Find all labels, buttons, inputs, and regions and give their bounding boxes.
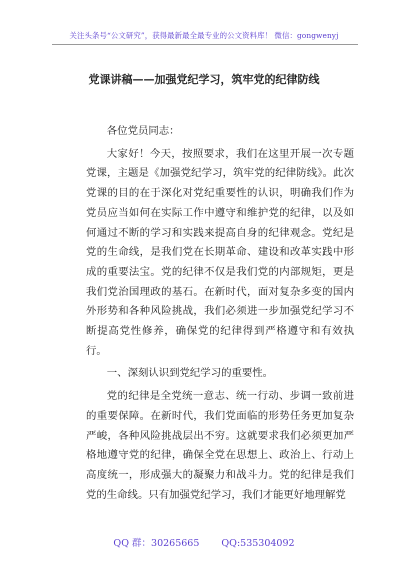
section-paragraph: 党的纪律是全党统一意志、统一行动、步调一致前进的重要保障。在新时代，我们党面临的形势任务更加复杂严峻，各种风险挑战层出不穷。这就要求我们必须更加严格地遵守党的纪律，确保全党在思想上、政治上、行动上高度统一，形成强大的凝聚力和战斗力。党的纪律是我们党的生命线。只有加强党纪学习，我们才能更好地理解党 — [86, 390, 354, 501]
salutation: 各位党员同志： — [106, 125, 180, 137]
header-divider — [52, 44, 358, 45]
footer-qq-group: QQ 群：30265665 — [113, 538, 200, 549]
document-body — [86, 122, 354, 505]
intro-paragraph: 大家好！今天，按照要求，我们在这里开展一次专题党课，主题是《加强党纪学习，筑牢党的纪律防线》。此次党课的目的在于深化对党纪重要性的认识，明确我们作为党员应当如何在实际工作中遵守和维护党的纪律，以及如何通过不断的学习和实践来提高自身的纪律观念。党纪是党的生命线，是我们党在长期革命、建设和改革实践中形成的重要法宝。党的纪律不仅是我们党的内部规矩，更是我们党治国理政的基石。在新时代，面对复杂多变的国内外形势和各种风险挑战，我们必须进一步加强党纪学习不断提高党性修养，确保党的纪律得到严格遵守和有效执行。 — [86, 147, 354, 357]
header-banner[interactable]: 关注头条号“公文研究”，获得最新最全最专业的公文资料库！ 微信：gongwenyj — [69, 31, 339, 40]
section-heading: 一、深刻认识到党纪学习的重要性。 — [106, 367, 274, 380]
footer-contact — [0, 535, 408, 549]
footer-qq: QQ:535304092 — [221, 538, 295, 549]
document-title: 党课讲稿——加强党纪学习，筑牢党的纪律防线 — [88, 73, 320, 86]
